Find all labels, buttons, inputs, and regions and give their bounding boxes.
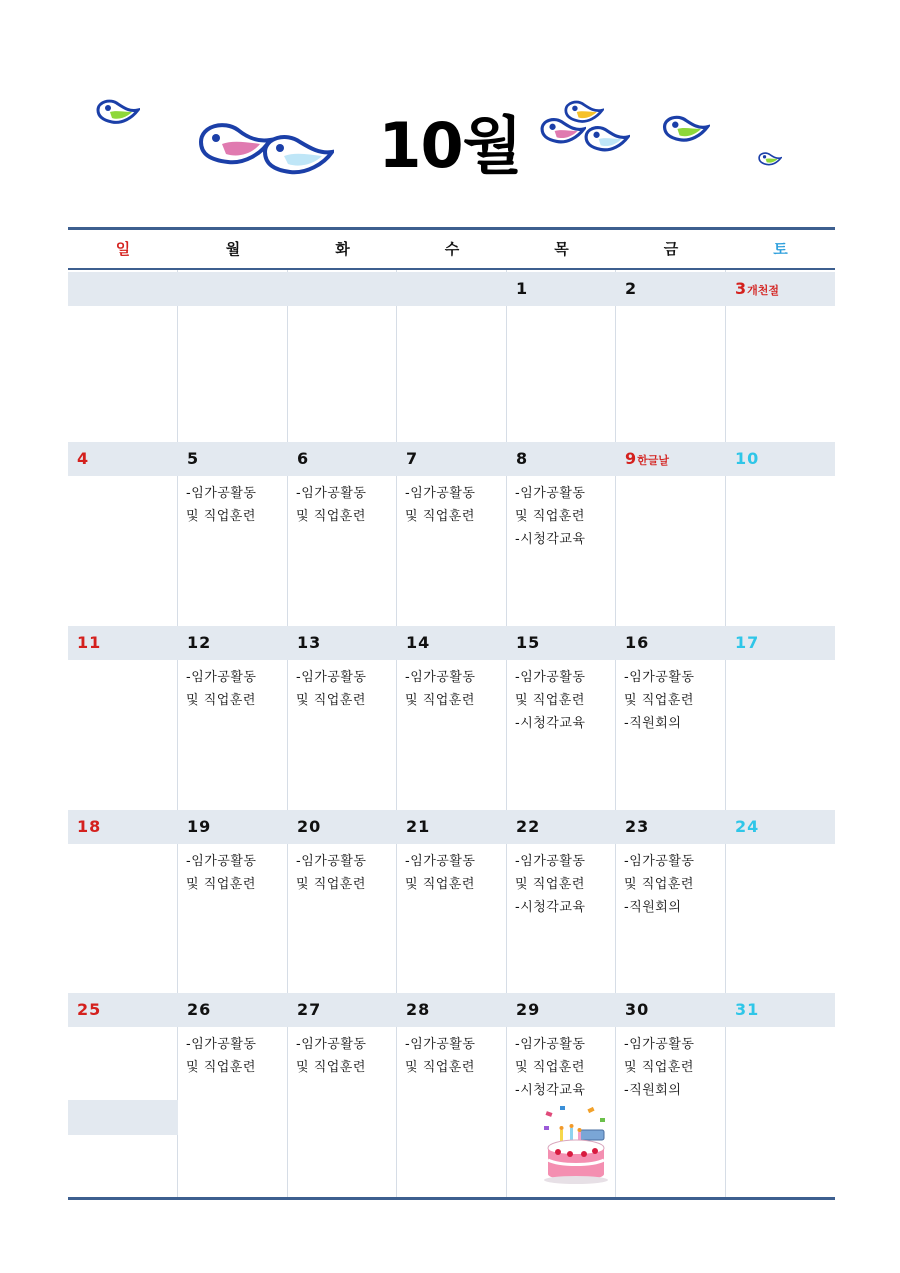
event-line: -직원회의: [624, 900, 682, 915]
weekday-header-sun: 일: [115, 240, 131, 258]
day-number: [77, 817, 101, 836]
day-cell: [507, 810, 616, 993]
day-cell: [68, 272, 178, 444]
bird-icon: [662, 114, 710, 144]
event-list: [296, 1033, 366, 1079]
day-number-text: 14: [406, 633, 431, 652]
day-cell: [397, 993, 507, 1197]
day-number-text: 4: [77, 449, 90, 468]
day-number: [735, 279, 779, 298]
event-line: 및 직업훈련: [515, 509, 585, 524]
event-line: -임가공활동: [296, 670, 367, 685]
day-number: [735, 1000, 759, 1019]
day-number: [625, 633, 649, 652]
event-line: 및 직업훈련: [405, 1060, 475, 1075]
month-title: 10월: [378, 109, 522, 182]
day-cell: [288, 993, 397, 1197]
day-cell: [507, 442, 616, 626]
event-line: 및 직업훈련: [186, 1060, 256, 1075]
event-list: [405, 850, 475, 896]
day-cell: [397, 442, 507, 626]
day-number-text: 25: [77, 1000, 102, 1019]
day-number: [297, 633, 321, 652]
bird-icon: [584, 124, 630, 154]
bird-icon: [758, 150, 782, 168]
event-line: 및 직업훈련: [296, 509, 366, 524]
event-line: 및 직업훈련: [296, 1060, 366, 1075]
event-line: -시청각교육: [515, 716, 586, 731]
event-line: -임가공활동: [515, 1037, 586, 1052]
day-cell: [616, 272, 726, 444]
event-line: 및 직업훈련: [624, 693, 694, 708]
event-list: [624, 666, 694, 735]
day-number-text: 1: [516, 279, 529, 298]
event-line: -임가공활동: [405, 486, 476, 501]
day-number-text: 11: [77, 633, 102, 652]
day-cell: [726, 442, 835, 626]
event-line: 및 직업훈련: [515, 693, 585, 708]
day-cell: [616, 626, 726, 810]
day-number: [187, 817, 211, 836]
bird-icon: [262, 132, 334, 178]
day-cell: [178, 626, 288, 810]
day-number: [735, 449, 759, 468]
day-number-text: 17: [735, 633, 760, 652]
day-number: [625, 1000, 649, 1019]
day-number: [77, 449, 89, 468]
event-line: -임가공활동: [296, 486, 367, 501]
day-number: [516, 633, 540, 652]
day-cell: [507, 272, 616, 444]
event-line: -시청각교육: [515, 900, 586, 915]
day-cell: [397, 626, 507, 810]
day-cell: [178, 272, 288, 444]
day-number-text: 6: [297, 449, 310, 468]
event-list: [515, 482, 585, 551]
event-line: 및 직업훈련: [515, 1060, 585, 1075]
day-cell: [616, 442, 726, 626]
day-number: [516, 817, 540, 836]
day-number: [625, 279, 637, 298]
week-row: [68, 810, 835, 993]
day-cell: [726, 810, 835, 993]
day-number-text: 21: [406, 817, 431, 836]
day-number-text: 22: [516, 817, 541, 836]
day-number: [625, 449, 669, 468]
birthday-cake-icon: [540, 1104, 612, 1186]
weekday-header-sat: 토: [773, 240, 788, 258]
day-number-text: 20: [297, 817, 322, 836]
event-line: -임가공활동: [296, 854, 367, 869]
day-number-text: 18: [77, 817, 102, 836]
day-cell: [288, 810, 397, 993]
event-line: -임가공활동: [624, 1037, 695, 1052]
day-number-text: 9: [625, 449, 638, 468]
event-line: 및 직업훈련: [296, 693, 366, 708]
event-line: -임가공활동: [186, 854, 257, 869]
event-line: -임가공활동: [624, 670, 695, 685]
day-cell: [288, 442, 397, 626]
day-number-text: 31: [735, 1000, 760, 1019]
event-line: 및 직업훈련: [405, 693, 475, 708]
day-number-text: 26: [187, 1000, 212, 1019]
day-cell: [397, 810, 507, 993]
day-cell: [397, 272, 507, 444]
day-cell: [616, 810, 726, 993]
event-list: [296, 482, 366, 528]
bird-icon: [540, 116, 586, 146]
event-list: [515, 1033, 585, 1102]
event-line: -임가공활동: [515, 670, 586, 685]
day-cell: [178, 442, 288, 626]
day-cell: [68, 993, 178, 1197]
day-cell: [288, 272, 397, 444]
weekday-header-row: [68, 230, 835, 268]
day-number: [406, 633, 430, 652]
empty-shaded-cell: [68, 1100, 178, 1135]
table-bottom-rule: [68, 1197, 835, 1200]
day-number: [516, 449, 528, 468]
day-number: [297, 817, 321, 836]
bird-icon: [96, 98, 140, 126]
day-cell: [68, 442, 178, 626]
day-number: [406, 449, 418, 468]
event-list: [405, 1033, 475, 1079]
event-line: 및 직업훈련: [624, 877, 694, 892]
event-list: [515, 850, 585, 919]
day-number: [187, 633, 211, 652]
event-line: 및 직업훈련: [515, 877, 585, 892]
day-number: [297, 1000, 321, 1019]
event-line: -임가공활동: [186, 1037, 257, 1052]
day-cell: [726, 626, 835, 810]
event-list: [624, 1033, 694, 1102]
day-number-text: 8: [516, 449, 529, 468]
day-number: [406, 817, 430, 836]
event-list: [296, 850, 366, 896]
day-number: [187, 449, 199, 468]
day-number-text: 12: [187, 633, 212, 652]
day-cell: [178, 810, 288, 993]
event-list: [186, 482, 256, 528]
event-list: [186, 666, 256, 712]
day-number: [735, 633, 759, 652]
event-line: 및 직업훈련: [296, 877, 366, 892]
day-number-text: 30: [625, 1000, 650, 1019]
day-number-text: 13: [297, 633, 322, 652]
day-cell: [178, 993, 288, 1197]
day-number-text: 28: [406, 1000, 431, 1019]
day-number: [77, 633, 101, 652]
weekday-header-thu: 목: [554, 240, 569, 258]
event-line: 및 직업훈련: [186, 509, 256, 524]
day-number-text: 24: [735, 817, 760, 836]
event-line: -임가공활동: [405, 1037, 476, 1052]
day-number-text: 27: [297, 1000, 322, 1019]
event-line: 및 직업훈련: [405, 877, 475, 892]
event-list: [405, 482, 475, 528]
day-number-text: 29: [516, 1000, 541, 1019]
event-line: -직원회의: [624, 1083, 682, 1098]
event-line: -임가공활동: [624, 854, 695, 869]
day-number-text: 7: [406, 449, 419, 468]
event-line: -임가공활동: [186, 670, 257, 685]
event-line: -임가공활동: [405, 670, 476, 685]
week-row: [68, 626, 835, 810]
day-number-text: 10: [735, 449, 760, 468]
day-number: [187, 1000, 211, 1019]
weekday-header-tue: 화: [335, 240, 350, 258]
week-row: [68, 993, 835, 1197]
event-list: [624, 850, 694, 919]
event-list: [186, 1033, 256, 1079]
day-number-text: 19: [187, 817, 212, 836]
day-number-text: 23: [625, 817, 650, 836]
event-line: -임가공활동: [296, 1037, 367, 1052]
holiday-label: 한글날: [637, 454, 670, 467]
day-number-text: 2: [625, 279, 638, 298]
day-number: [516, 1000, 540, 1019]
day-cell: [507, 626, 616, 810]
day-cell: [616, 993, 726, 1197]
week-row: [68, 270, 835, 442]
event-line: -시청각교육: [515, 532, 586, 547]
day-number-text: 16: [625, 633, 650, 652]
event-list: [186, 850, 256, 896]
day-number: [516, 279, 528, 298]
event-line: -임가공활동: [515, 854, 586, 869]
event-line: -임가공활동: [186, 486, 257, 501]
event-line: 및 직업훈련: [186, 877, 256, 892]
event-line: 및 직업훈련: [405, 509, 475, 524]
event-list: [296, 666, 366, 712]
event-line: 및 직업훈련: [624, 1060, 694, 1075]
day-number: [406, 1000, 430, 1019]
day-number: [297, 449, 309, 468]
event-list: [515, 666, 585, 735]
day-number-text: 5: [187, 449, 200, 468]
day-number-text: 3: [735, 279, 748, 298]
event-line: -임가공활동: [405, 854, 476, 869]
day-number: [77, 1000, 101, 1019]
holiday-label: 개천절: [747, 284, 780, 297]
day-number: [625, 817, 649, 836]
event-line: -직원회의: [624, 716, 682, 731]
day-number-text: 15: [516, 633, 541, 652]
weekday-header-mon: 월: [225, 240, 241, 258]
event-line: 및 직업훈련: [186, 693, 256, 708]
day-cell: [68, 626, 178, 810]
day-number: [735, 817, 759, 836]
event-line: -임가공활동: [515, 486, 586, 501]
day-cell: [726, 993, 835, 1197]
day-cell: [726, 272, 835, 444]
day-cell: [288, 626, 397, 810]
weekday-header-fri: 금: [663, 240, 679, 258]
weekday-header-wed: 수: [444, 240, 460, 258]
event-list: [405, 666, 475, 712]
week-row: [68, 442, 835, 626]
event-line: -시청각교육: [515, 1083, 586, 1098]
day-cell: [68, 810, 178, 993]
